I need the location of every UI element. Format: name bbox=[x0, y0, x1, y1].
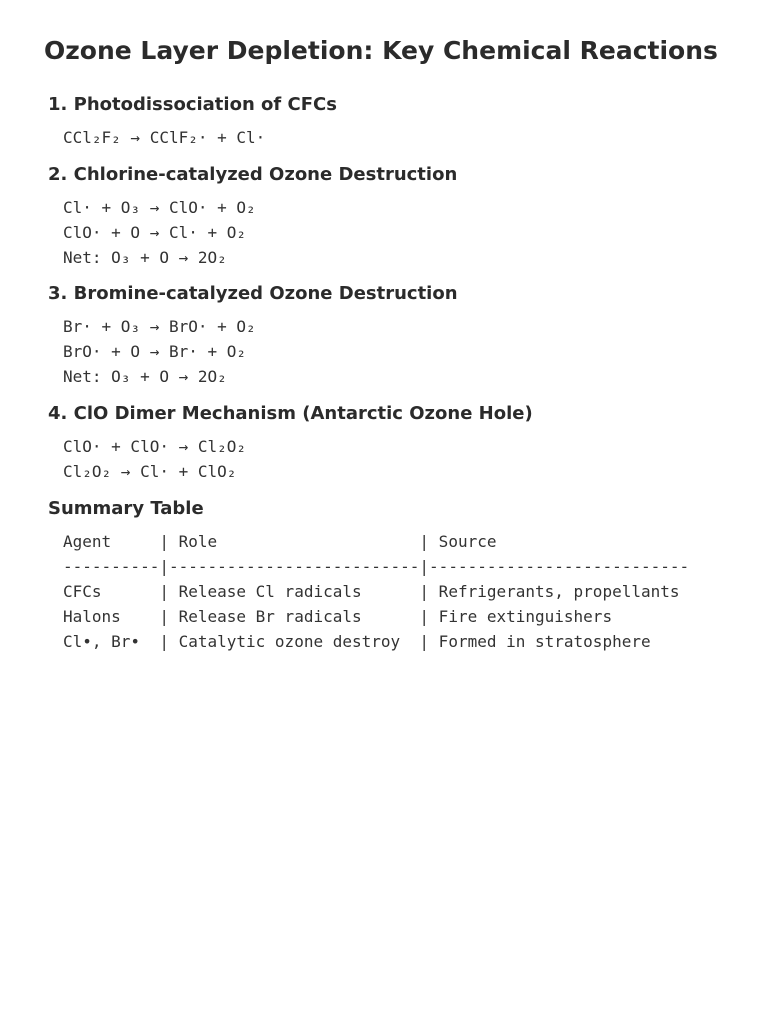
page-title: Ozone Layer Depletion: Key Chemical Reactions bbox=[44, 36, 718, 65]
summary-table bbox=[48, 529, 748, 654]
section-summary-table bbox=[48, 497, 748, 654]
reaction-line: Br· + O₃ → BrO· + O₂ bbox=[63, 317, 256, 336]
reaction-list bbox=[48, 195, 748, 270]
section-clo-dimer bbox=[48, 402, 748, 484]
table-row: CFCs | Release Cl radicals | Refrigerants, propellants bbox=[63, 582, 680, 601]
reaction-line: Cl· + O₃ → ClO· + O₂ bbox=[63, 198, 256, 217]
section-heading: 1. Photodissociation of CFCs bbox=[48, 94, 337, 115]
section-heading: Summary Table bbox=[48, 498, 204, 519]
section-chlorine-catalysis bbox=[48, 163, 748, 270]
reaction-line: ClO· + ClO· → Cl₂O₂ bbox=[63, 437, 247, 456]
table-divider-row: ----------|--------------------------|--------------------------- bbox=[63, 557, 690, 576]
section-heading: 2. Chlorine-catalyzed Ozone Destruction bbox=[48, 164, 458, 185]
table-row: Cl•, Br• | Catalytic ozone destroy | Formed in stratosphere bbox=[63, 632, 651, 651]
reaction-line: BrO· + O → Br· + O₂ bbox=[63, 342, 247, 361]
reaction-list bbox=[48, 125, 748, 150]
section-bromine-catalysis bbox=[48, 282, 748, 389]
reaction-line: CCl₂F₂ → CClF₂· + Cl· bbox=[63, 128, 266, 147]
net-reaction-line: Net: O₃ + O → 2O₂ bbox=[63, 367, 227, 386]
section-heading: 3. Bromine-catalyzed Ozone Destruction bbox=[48, 283, 458, 304]
reaction-line: Cl₂O₂ → Cl· + ClO₂ bbox=[63, 462, 237, 481]
reaction-list bbox=[48, 314, 748, 389]
table-header-row: Agent | Role | Source bbox=[63, 532, 497, 551]
net-reaction-line: Net: O₃ + O → 2O₂ bbox=[63, 248, 227, 267]
table-row: Halons | Release Br radicals | Fire extinguishers bbox=[63, 607, 613, 626]
reaction-list bbox=[48, 434, 748, 484]
section-photodissociation bbox=[48, 93, 748, 150]
reaction-line: ClO· + O → Cl· + O₂ bbox=[63, 223, 247, 242]
section-heading: 4. ClO Dimer Mechanism (Antarctic Ozone Hole) bbox=[48, 403, 533, 424]
